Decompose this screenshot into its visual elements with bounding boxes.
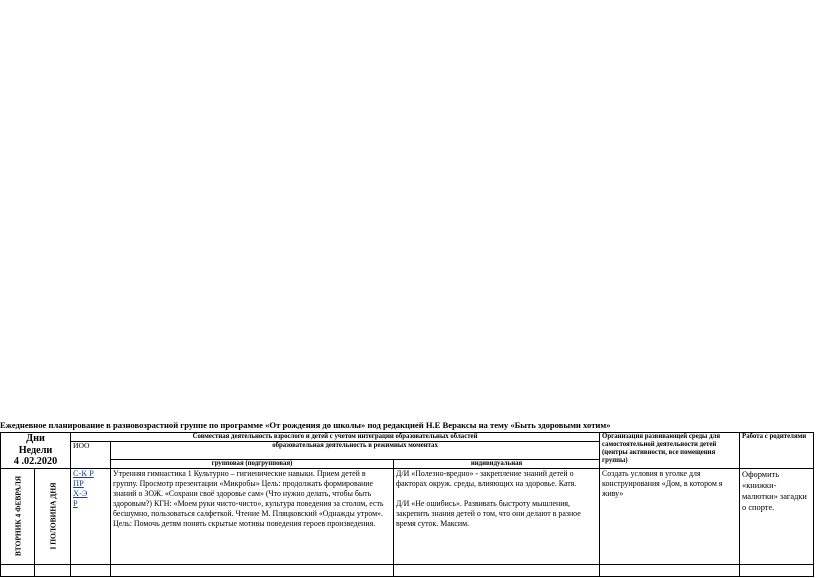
parents-cell: Оформить «книжки-малютки» загадки о спорте.	[740, 468, 814, 564]
organization-cell: Создать условия в уголке для конструирования «Дом, в котором я живу»	[600, 468, 740, 564]
ioo-header: ИОО	[71, 442, 111, 469]
individual-activity-cell	[394, 468, 600, 564]
day-cell	[1, 468, 35, 564]
individual-header: индивидуальная	[394, 459, 600, 468]
empty-cell	[111, 564, 394, 576]
plan-title: Ежедневное планирование в разновозрастной группе по программе «От рождения до школы» под редакцией Н.Е Вераксы на тему «Быть здоровыми хотим»	[0, 420, 611, 430]
group-activity-cell: Утренняя гимнастика 1 Культурно – гигиенические навыки. Прием детей в группу. Просмотр презентации «Микробы» Цель: продолжать формирование знаний о ЗОЖ. «Сохрани своё здоровье сам» (Что нужно делать, чтобы быть здоровым?) КГН: «Моем руки чисто-чисто», культура поведения за столом, есть бесшумно, пользоваться салфеткой. Чтение М. Пляцковский «Однажды утром». Цель: Помочь детям понять скрытые мотивы поведения героев произведения.	[111, 468, 394, 564]
ioo-code-link[interactable]: ПР	[73, 478, 84, 488]
date-label: 4 .02.2020	[13, 456, 58, 467]
daily-plan-table	[0, 432, 814, 577]
days-label: Дни	[26, 433, 45, 444]
ioo-code-link[interactable]: Р	[73, 498, 78, 508]
empty-cell	[1, 564, 35, 576]
day-label: ВТОРНИК 4 ФЕВРАЛЯ	[13, 475, 22, 557]
individual-game-1: Д/И «Полезно-вредно» - закрепление знаний детей о факторах окруж. среды, влияющих на здоровье. Катя.	[396, 468, 577, 488]
ioo-code-link[interactable]: С-К Р	[73, 468, 94, 478]
empty-cell	[71, 564, 111, 576]
empty-cell	[35, 564, 71, 576]
half-day-label: I ПОЛОВИНА ДНЯ	[48, 482, 57, 550]
edu-activity-header: образовательная деятельность в режимных моментах	[111, 442, 600, 460]
organization-header: Организация развивающей среды для самостоятельной деятельности детей (центры активности, все помещения группы)	[600, 433, 740, 469]
group-header: групповая (подгрупповая)	[111, 459, 394, 468]
header-row-1	[1, 433, 814, 442]
parents-header: Работа с родителями	[740, 433, 814, 469]
plan-row-continuation	[1, 564, 814, 576]
individual-game-2: Д/И «Не ошибись». Развивать быстроту мышления, закрепить знания детей о том, что они делают в разное время суток. Максим.	[396, 498, 581, 528]
week-label: Недели	[18, 444, 53, 456]
ioo-code-link[interactable]: Х-Э	[73, 488, 88, 498]
empty-cell	[600, 564, 740, 576]
days-header-cell	[1, 433, 71, 469]
empty-cell	[394, 564, 600, 576]
joint-activity-header: Совместная деятельность взрослого и детей с учетом интеграции образовательных областей	[71, 433, 600, 442]
empty-cell	[740, 564, 814, 576]
ioo-codes-cell	[71, 468, 111, 564]
plan-row-morning	[1, 468, 814, 564]
half-day-cell	[35, 468, 71, 564]
